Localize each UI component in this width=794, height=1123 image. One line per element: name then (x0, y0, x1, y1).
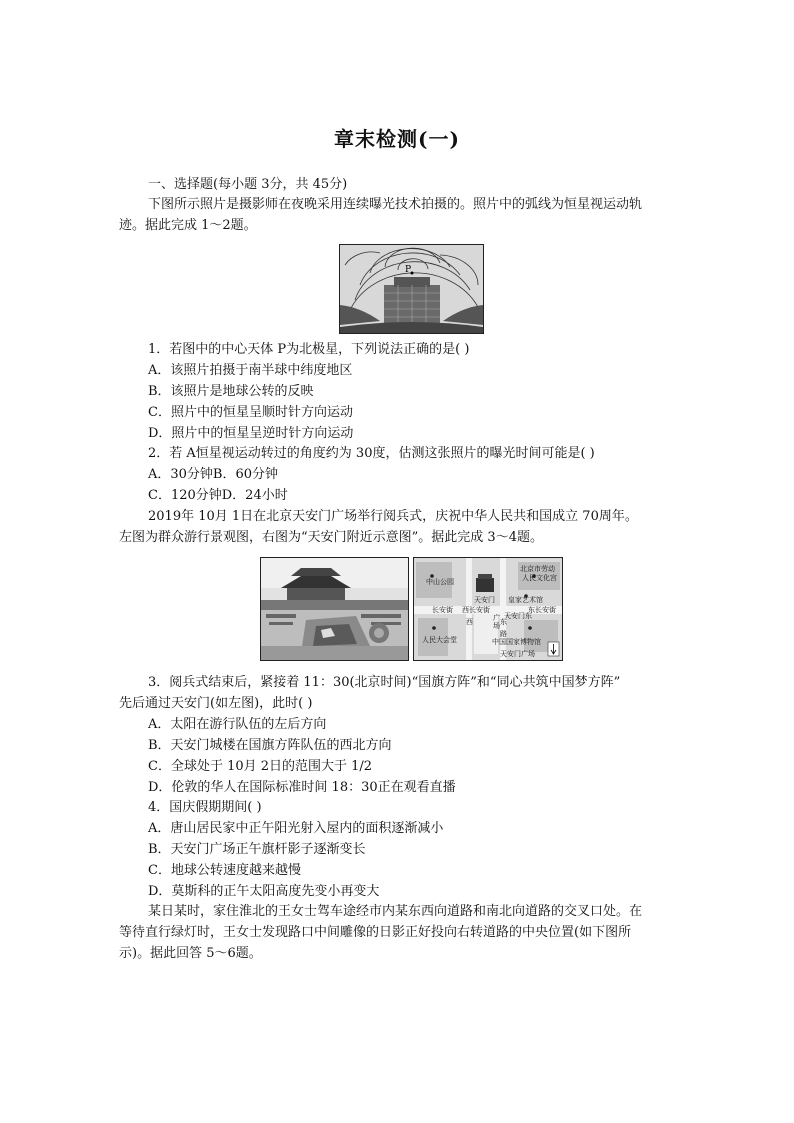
q1-option-a: A．该照片拍摄于南半球中纬度地区 (148, 363, 353, 378)
q4-option-a: A．唐山居民家中正午阳光射入屋内的面积逐渐减小 (148, 821, 444, 836)
center-star-label: P (405, 265, 412, 275)
map-label-guang: 广 (493, 614, 500, 622)
intro-paragraph-1-line-2: 迹。据此完成 1～2题。 (119, 218, 257, 233)
map-label-tiananmen-east: 天安门东 (504, 612, 532, 620)
map-label-changan-st: 长安街 (432, 606, 453, 614)
map-label-zhongshan-park: 中山公园 (426, 578, 454, 586)
q3-option-b: B．天安门城楼在国旗方阵队伍的西北方向 (148, 738, 392, 753)
intro-paragraph-2-line-2: 左图为群众游行景观图，右图为“天安门附近示意图”。据此完成 3～4题。 (119, 530, 543, 545)
q1-option-c: C．照片中的恒星呈顺时针方向运动 (148, 405, 353, 420)
q3-option-d: D．伦敦的华人在国际标准时间 18：30正在观看直播 (148, 780, 456, 795)
intro-paragraph-2-line-1: 2019年 10月 1日在北京天安门广场举行阅兵式，庆祝中华人民共和国成立 70周年。 (148, 509, 638, 524)
q4-option-c: C．地球公转速度越来越慢 (148, 863, 301, 878)
map-label-tiananmen: 天安门 (474, 596, 495, 604)
q3-stem-line-2: 先后通过天安门(如左图)，此时( ) (119, 696, 313, 711)
intro-paragraph-3-line-2: 等待直行绿灯时，王女士发现路口中间雕像的日影正好投向右转道路的中央位置(如下图所 (119, 925, 632, 940)
q1-stem: 1．若图中的中心天体 P为北极星，下列说法正确的是( ) (148, 342, 470, 357)
q4-stem: 4．国庆假期期间( ) (148, 800, 262, 815)
q1-option-d: D．照片中的恒星呈逆时针方向运动 (148, 426, 354, 441)
map-label-national-museum: 中国国家博物馆 (492, 638, 541, 646)
q4-option-d: D．莫斯科的正午太阳高度先变小再变大 (148, 884, 380, 899)
parade-photo (260, 557, 409, 661)
q2-options-cd: C．120分钟D．24小时 (148, 488, 288, 503)
q1-option-b: B．该照片是地球公转的反映 (148, 384, 314, 399)
tiananmen-map (413, 557, 563, 661)
intro-paragraph-1-line-1: 下图所示照片是摄影师在夜晚采用连续曝光技术拍摄的。照片中的弧线为恒星视运动轨 (148, 197, 643, 212)
q3-stem-line-1: 3．阅兵式结束后，紧接着 11：30(北京时间)“国旗方阵”和“同心共筑中国梦方阵” (148, 675, 621, 690)
map-label-great-hall: 人民大会堂 (422, 636, 457, 644)
map-label-west-changan-st: 西长安街 (462, 606, 490, 614)
q2-stem: 2．若 A恒星视运动转过的角度约为 30度，估测这张照片的曝光时间可能是( ) (148, 446, 595, 461)
map-label-tiananmen-square: 天安门广场 (500, 650, 535, 658)
map-label-workers-palace-1: 北京市劳动 (520, 565, 555, 573)
q2-options-ab: A．30分钟B．60分钟 (148, 467, 279, 482)
q3-option-a: A．太阳在游行队伍的左后方向 (148, 717, 327, 732)
intro-paragraph-3-line-1: 某日某时，家住淮北的王女士驾车途经市内某东西向道路和南北向道路的交叉口处。在 (148, 904, 643, 919)
q3-option-c: C．全球处于 10月 2日的范围大于 1/2 (148, 759, 373, 774)
map-label-xi: 西 (466, 618, 473, 626)
q4-option-b: B．天安门广场正午旗杆影子逐渐变长 (148, 842, 366, 857)
map-label-workers-palace-2: 人民文化宫 (522, 574, 557, 582)
map-label-lu: 路 (500, 630, 507, 638)
section-heading: 一、选择题(每小题 3分，共 45分) (148, 177, 348, 192)
star-trail-photo (339, 244, 484, 334)
map-label-east-changan-st: 东长安街 (528, 606, 556, 614)
map-label-royal-art-museum: 皇家艺术馆 (508, 596, 543, 604)
map-label-chang: 场 (493, 622, 500, 630)
page-title: 章末检测(一) (334, 127, 460, 151)
map-label-dong: 东 (500, 618, 507, 626)
intro-paragraph-3-line-3: 示)。据此回答 5～6题。 (119, 946, 262, 961)
